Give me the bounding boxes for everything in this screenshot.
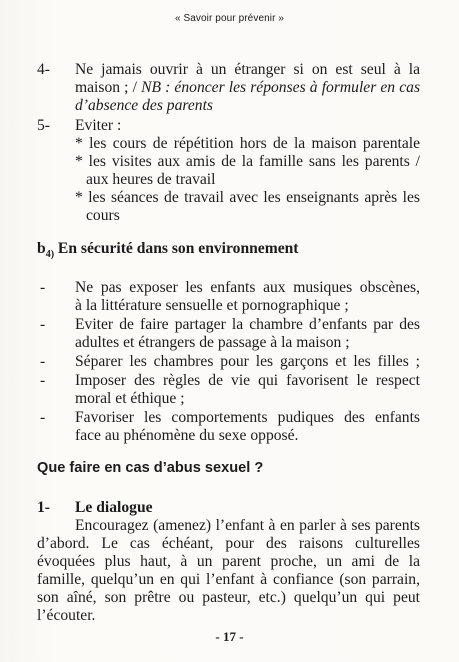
- dialogue-line-2: d’abord. Le cas échéant, pour des raisons culturelles: [37, 535, 420, 552]
- page-number: - 17 -: [215, 629, 244, 644]
- bullet-1-dash: -: [40, 279, 46, 296]
- bullet-1-line-2: à la littérature sensuelle et pornographique ;: [75, 297, 349, 314]
- bullet-4-line-1: Imposer des règles de vie qui favorisent le respect: [75, 372, 420, 389]
- dialogue-line-4: famille, quelqu’un en qui l’enfant à confiance (son parrain,: [37, 571, 420, 588]
- section-b4-heading: [37, 240, 299, 264]
- dialogue-line-5: son aîné, son prêtre ou pasteur, etc.) quelqu’un qui peut: [37, 589, 420, 606]
- question-heading: Que faire en cas d’abus sexuel ?: [37, 460, 264, 476]
- section-b4-subscript: 4): [45, 249, 55, 261]
- dialogue-number: 1-: [37, 499, 50, 516]
- item-5-line-5: cours: [86, 207, 120, 224]
- item-4-line-1: Ne jamais ouvrir à un étranger si on est seul à la: [75, 61, 420, 78]
- bullet-5-dash: -: [40, 409, 46, 426]
- item-5-number: 5-: [37, 117, 50, 134]
- item-5-line-2: * les visites aux amis de la famille sans les parents /: [75, 153, 420, 170]
- item-5-line-4: * les séances de travail avec les enseignants après les: [75, 189, 420, 206]
- bullet-5-line-2: face au phénomène du sexe opposé.: [75, 427, 299, 444]
- bullet-1-line-1: Ne pas exposer les enfants aux musiques obscènes,: [75, 279, 420, 296]
- bullet-4-line-2: moral et éthique ;: [75, 390, 185, 407]
- bullet-3-line-1: Séparer les chambres pour les garçons et les filles ;: [75, 353, 420, 370]
- running-header: « Savoir pour prévenir »: [174, 13, 285, 24]
- bullet-5-line-1: Favoriser les comportements pudiques des enfants: [75, 409, 420, 426]
- item-4-line-2-plain: maison ; /: [75, 79, 142, 96]
- section-b4-prefix: b: [37, 240, 46, 257]
- dialogue-line-1: Encouragez (amenez) l’enfant à en parler à ses parents: [75, 517, 420, 534]
- bullet-3-dash: -: [40, 353, 46, 370]
- bullet-2-line-1: Eviter de faire partager la chambre d’enfants par des: [75, 316, 420, 333]
- item-5-line-3: aux heures de travail: [86, 171, 216, 188]
- item-5-title: Eviter :: [75, 117, 122, 134]
- item-4-nb-note: NB : énoncer les réponses à formuler en cas: [141, 79, 421, 96]
- bullet-2-line-2: adultes et étrangers de passage à la maison ;: [75, 334, 350, 351]
- item-4-line-3: d’absence des parents: [75, 97, 213, 114]
- bullet-4-dash: -: [40, 372, 46, 389]
- section-b4-title: En sécurité dans son environnement: [54, 240, 299, 257]
- item-5-line-1: * les cours de répétition hors de la maison parentale: [75, 135, 420, 152]
- item-4-number: 4-: [37, 61, 50, 78]
- dialogue-line-3: évoquées plus haut, à un parent proche, un ami de la: [37, 553, 420, 570]
- dialogue-line-6: l’écouter.: [37, 607, 96, 624]
- item-4-line-2: [75, 79, 420, 97]
- dialogue-heading: Le dialogue: [75, 499, 153, 516]
- bullet-2-dash: -: [40, 316, 46, 333]
